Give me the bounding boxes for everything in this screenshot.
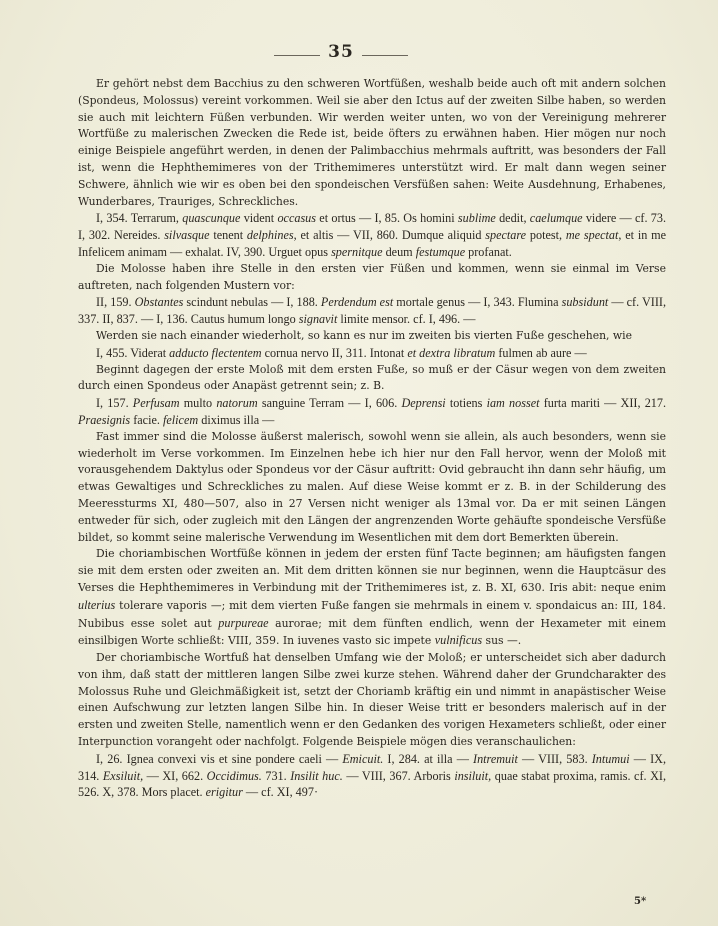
- paragraph-7: Beginnt dagegen der erste Moloß mit dem ersten Fuße, so muß er der Cäsur wegen von dem zweiten durch einen Spondeus oder Anapäst getrennt sein; z. B.: [78, 362, 666, 393]
- paragraph-8-examples: I, 157. Perfusam multo natorum sanguine Terram — I, 606. Deprensi totiens iam nosset furta mariti — XII, 217. Praesignis facie. felicem diximus illa —: [78, 396, 667, 427]
- body-text: [78, 76, 666, 801]
- signature-mark: 5*: [634, 896, 647, 907]
- paragraph-10: Die choriambischen Wortfüße können in jedem der ersten fünf Tacte beginnen; am häufigsten fangen sie mit dem ersten oder zweiten an. Mit dem dritten können sie nur beginnen, wenn die Hauptcäsur des Verses die Hephthemimeres in Verbindung mit der Trithemimeres ist, z. B. XI, 630. Iris abit: neque enim ulterius tolerare vaporis —; mit dem vierten Fuße fangen sie mehrmals in einem v. spondaicus an: III, 184. Nubibus esse solet aut purpureae aurorae; mit dem fünften endlich, wenn der Hexameter mit einem einsilbigen Worte schließt: VIII, 359. In iuvenes vasto sic impete vulnificus sus —.: [78, 547, 667, 648]
- page-number: 35: [328, 42, 354, 62]
- paragraph-4-examples: II, 159. Obstantes scindunt nebulas — I, 188. Perdendum est mortale genus — I, 343. Flumina subsidunt — cf. VIII, 337. II, 837. — I, 136. Cautus humum longo signavit limite mensor. cf. I, 496. —: [78, 295, 667, 327]
- paragraph-6-examples: I, 455. Viderat adducto flectentem cornua nervo II, 311. Intonat et dextra libratum fulmen ab aure —: [96, 345, 587, 360]
- paragraph-3: Die Molosse haben ihre Stelle in den ersten vier Füßen und kommen, wenn sie einmal im Verse auftreten, nach folgenden Mustern vor:: [78, 261, 666, 292]
- paragraph-9: Fast immer sind die Molosse äußerst malerisch, sowohl wenn sie allein, als auch besonders, wenn sie wiederholt im Verse vorkommen. Im Einzelnen hebe ich hier nur den Fall hervor, wenn der Moloß mit vorausgehendem Daktylus oder Spondeus vor der Cäsur auftritt: Ovid gebraucht ihn dann sehr häufig, um etwas Gewaltiges und Schreckliches zu malen. Auf diese Weise kommt er z. B. in der Schilderung des Meeressturms XI, 480—507, also in 27 Versen nicht weniger als 13mal vor. Da er mit seinen Längen entweder für sich, oder zugleich mit den Längen der angrenzenden Worte gehäufte spondeische Versfüße bildet, so kommt seine malerische Verwendung im Wesentlichen mit dem dort Bemerkten überein.: [78, 429, 666, 544]
- paragraph-1: Er gehört nebst dem Bacchius zu den schweren Wortfüßen, weshalb beide auch oft mit andern solchen (Spondeus, Molossus) vereint vorkommen. Weil sie aber den Ictus auf der zweiten Silbe haben, so werden sie auch mit leichtern Füßen verbunden. Wir werden weiter unten, wo von der Vereinigung mehrerer Wortfüße zu malerischen Zwecken die Rede ist, beide öfters zu erwähnen haben. Hier mögen nur noch einige Beispiele angeführt werden, in denen der Palimbacchius mehrmals auftritt, was besonders der Fall ist, wenn die Hephthemimeres von der Trithemimeres unterstützt wird. Er malt dann wegen seiner Schwere, ähnlich wie wir es oben bei den spondeischen Versfüßen sahen: Weite Ausdehnung, Erhabenes, Wunderbares, Trauriges, Schreckliches.: [78, 77, 666, 208]
- paragraph-5: Werden sie nach einander wiederholt, so kann es nur im zweiten bis vierten Fuße geschehen, wie: [96, 328, 633, 342]
- header-rule-left: [274, 55, 320, 56]
- page-header: [0, 42, 718, 68]
- paragraph-2-examples: I, 354. Terrarum, quascunque vident occasus et ortus — I, 85. Os homini sublime dedit, caelumque videre — cf. 73. I, 302. Nereides. silvasque tenent delphines, et altis — VII, 860. Dumque aliquid spectare potest, me spectat, et in me Infelicem animam — exhalat. IV, 390. Urguet opus spernitque deum festumque profanat.: [78, 211, 667, 259]
- paragraph-11: Der choriambische Wortfuß hat denselben Umfang wie der Moloß; er unterscheidet sich aber dadurch von ihm, daß statt der mittleren langen Silbe zwei kurze stehen. Während daher der Grundcharakter des Molossus Ruhe und Gleichmäßigkeit ist, setzt der Choriamb kräftig ein und nimmt in anapästischer Weise einen Aufschwung zur letzten langen Silbe hin. In dieser Weise tritt er besonders malerisch auf in der ersten und zweiten Stelle, namentlich wenn er den Gedanken des vorigen Hexameters schließt, oder einer Interpunction vorangeht oder nachfolgt. Folgende Beispiele mögen dies veranschaulichen:: [78, 651, 666, 749]
- paragraph-12-examples: I, 26. Ignea convexi vis et sine pondere caeli — Emicuit. I, 284. at illa — Intremuit — VIII, 583. Intumui — IX, 314. Exsiluit, — XI, 662. Occidimus. 731. Insilit huc. — VIII, 367. Arboris insiluit, quae stabat proxima, ramis. cf. XI, 526. X, 378. Mors placet. erigitur — cf. XI, 497·: [78, 751, 666, 800]
- header-rule-right: [362, 55, 408, 56]
